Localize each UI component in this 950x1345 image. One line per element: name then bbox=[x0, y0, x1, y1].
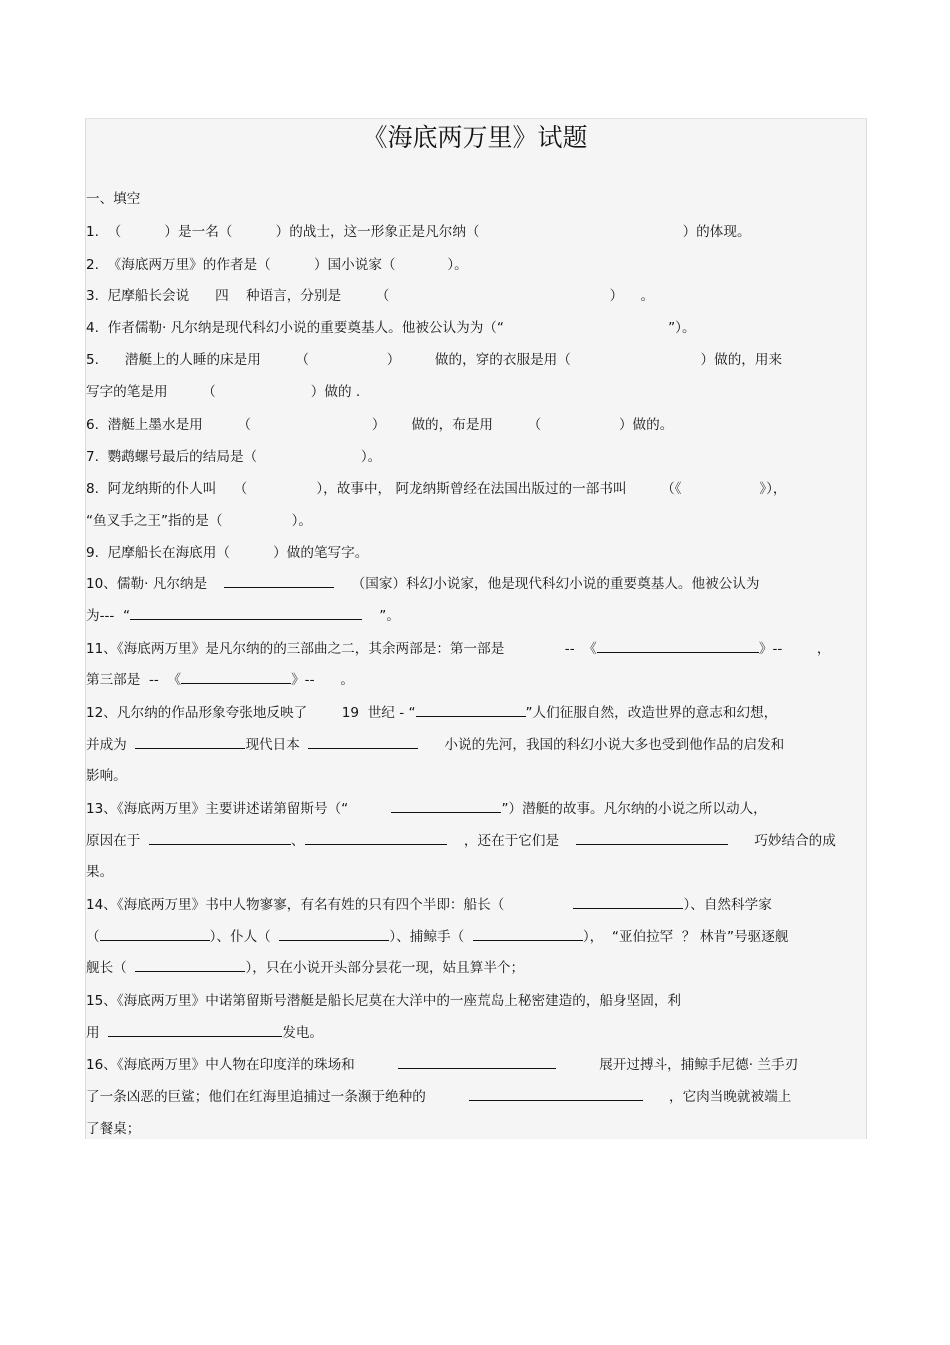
question-3: 3. 尼摩船长会说 四 种语言，分别是 （ ） 。 bbox=[86, 288, 655, 304]
answer-blank bbox=[149, 832, 291, 845]
question-11-line-2 bbox=[86, 671, 354, 689]
q16-text-d: ，它肉当晚就被端上 bbox=[643, 1089, 792, 1105]
answer-blank bbox=[473, 928, 583, 941]
q14-text-a: 14、《海底两万里》书中人物寥寥，有名有姓的只有四个半即：船长（ bbox=[86, 897, 574, 913]
q10-text-a: 10、儒勒· 凡尔纳是 bbox=[86, 576, 225, 592]
answer-blank bbox=[224, 575, 334, 588]
answer-blank bbox=[416, 704, 526, 717]
question-5-line-2: 写字的笔是用 （ ）做的 . bbox=[86, 384, 361, 400]
question-14-line-3 bbox=[86, 959, 524, 977]
question-10-line-2 bbox=[86, 607, 400, 625]
q14-text-d: ）、仆人（ bbox=[209, 929, 280, 945]
question-12-line-1 bbox=[86, 704, 777, 722]
q12-text-c: 并成为 bbox=[86, 737, 136, 753]
answer-blank bbox=[181, 671, 291, 684]
answer-blank bbox=[308, 736, 418, 749]
question-12-line-3: 影响。 bbox=[86, 768, 127, 784]
answer-blank bbox=[100, 928, 210, 941]
question-15-line-2 bbox=[86, 1024, 323, 1042]
q16-text-c: 了一条凶恶的巨鲨；他们在红海里追捕过一条濒于绝种的 bbox=[86, 1089, 470, 1105]
q13-text-f: 巧妙结合的成 bbox=[728, 833, 836, 849]
q11-text-b: 》-- ， bbox=[758, 641, 831, 657]
answer-blank bbox=[135, 959, 245, 972]
answer-blank bbox=[391, 800, 501, 813]
q14-text-g: 舰长（ bbox=[86, 960, 136, 976]
q13-text-c: 原因在于 bbox=[86, 833, 150, 849]
q13-text-e: ，还在于它们是 bbox=[446, 833, 577, 849]
question-1: 1. （ ）是一名（ ）的战士，这一形象正是凡尔纳（ ）的体现。 bbox=[86, 224, 751, 240]
answer-blank bbox=[130, 607, 362, 620]
q12-text-a: 12、凡尔纳的作品形象夸张地反映了 19 世纪 - “ bbox=[86, 705, 416, 721]
q12-text-b: ”人们征服自然，改造世界的意志和幻想， bbox=[525, 705, 778, 721]
question-14-line-1 bbox=[86, 896, 772, 914]
q11-text-d: 》-- 。 bbox=[291, 672, 355, 688]
question-13-line-1 bbox=[86, 800, 767, 818]
answer-blank bbox=[573, 896, 683, 909]
question-9: 9. 尼摩船长在海底用（ ）做的笔写字。 bbox=[86, 545, 369, 561]
answer-blank bbox=[305, 832, 447, 845]
answer-blank bbox=[279, 928, 389, 941]
q13-text-a: 13、《海底两万里》主要讲述诺第留斯号（“ bbox=[86, 801, 392, 817]
answer-blank bbox=[135, 736, 245, 749]
question-8-line-2: “鱼叉手之王”指的是（ ）。 bbox=[86, 513, 312, 529]
answer-blank bbox=[576, 832, 728, 845]
answer-blank bbox=[469, 1088, 643, 1101]
q14-text-b: ）、自然科学家 bbox=[683, 897, 772, 913]
q14-text-h: ），只在小说开头部分昙花一现，姑且算半个； bbox=[245, 960, 525, 976]
question-5-line-1: 5. 潜艇上的人睡的床是用 （ ） 做的，穿的衣服是用（ ）做的，用来 bbox=[86, 352, 783, 368]
question-16-line-2 bbox=[86, 1088, 791, 1106]
q14-text-f: ）， “亚伯拉罕 ？ 林肯”号驱逐舰 bbox=[582, 929, 789, 945]
question-13-line-2 bbox=[86, 832, 836, 850]
question-16-line-1 bbox=[86, 1056, 798, 1074]
q12-text-e: 小说的先河，我国的科幻小说大多也受到他作品的启发和 bbox=[418, 737, 785, 753]
page-title: 《海底两万里》试题 bbox=[362, 123, 588, 152]
question-8-line-1: 8. 阿龙纳斯的仆人叫 （ ），故事中， 阿龙纳斯曾经在法国出版过的一部书叫 （《 》）， bbox=[86, 481, 787, 497]
section-heading: 一、填空 bbox=[86, 191, 141, 207]
question-11-line-1 bbox=[86, 640, 830, 658]
q16-text-b: 展开过搏斗，捕鲸手尼德· 兰手刃 bbox=[556, 1057, 799, 1073]
answer-blank bbox=[597, 640, 759, 653]
q16-text-a: 16、《海底两万里》中人物在印度洋的珠场和 bbox=[86, 1057, 398, 1073]
question-7: 7. 鹦鹉螺号最后的结局是（ ）。 bbox=[86, 449, 382, 465]
q13-text-d: 、 bbox=[291, 833, 305, 849]
question-4: 4. 作者儒勒· 凡尔纳是现代科幻小说的重要奠基人。他被公认为为（“ ”）。 bbox=[86, 320, 696, 336]
question-6: 6. 潜艇上墨水是用 （ ） 做的，布是用 （ ）做的。 bbox=[86, 417, 674, 433]
q10-text-d: ”。 bbox=[362, 608, 400, 624]
answer-blank bbox=[108, 1024, 282, 1037]
answer-blank bbox=[398, 1056, 556, 1069]
q15-text-b: 发电。 bbox=[282, 1025, 324, 1041]
question-12-line-2 bbox=[86, 736, 784, 754]
question-2: 2. 《海底两万里》的作者是（ ）国小说家（ ）。 bbox=[86, 257, 468, 273]
q11-text-c: 第三部是 -- 《 bbox=[86, 672, 182, 688]
q14-text-c: （ bbox=[86, 929, 100, 945]
q11-text-a: 11、《海底两万里》是凡尔纳的的三部曲之二，其余两部是：第一部是 -- 《 bbox=[86, 641, 597, 657]
question-16-line-3: 了餐桌； bbox=[86, 1121, 141, 1137]
q15-text-a: 用 bbox=[86, 1025, 109, 1041]
q10-text-b: （国家）科幻小说家，他是现代科幻小说的重要奠基人。他被公认为 bbox=[334, 576, 760, 592]
question-14-line-2 bbox=[86, 928, 788, 946]
question-15-line-1: 15、《海底两万里》中诺第留斯号潜艇是船长尼莫在大洋中的一座荒岛上秘密建造的，船身坚固，利 bbox=[86, 993, 682, 1009]
question-13-line-3: 果。 bbox=[86, 864, 114, 880]
q10-text-c: 为--- “ bbox=[86, 608, 130, 624]
q12-text-d: 现代日本 bbox=[245, 737, 309, 753]
question-10-line-1 bbox=[86, 575, 760, 593]
q14-text-e: ）、捕鲸手（ bbox=[389, 929, 473, 945]
q13-text-b: ”）潜艇的故事。凡尔纳的小说之所以动人， bbox=[501, 801, 767, 817]
